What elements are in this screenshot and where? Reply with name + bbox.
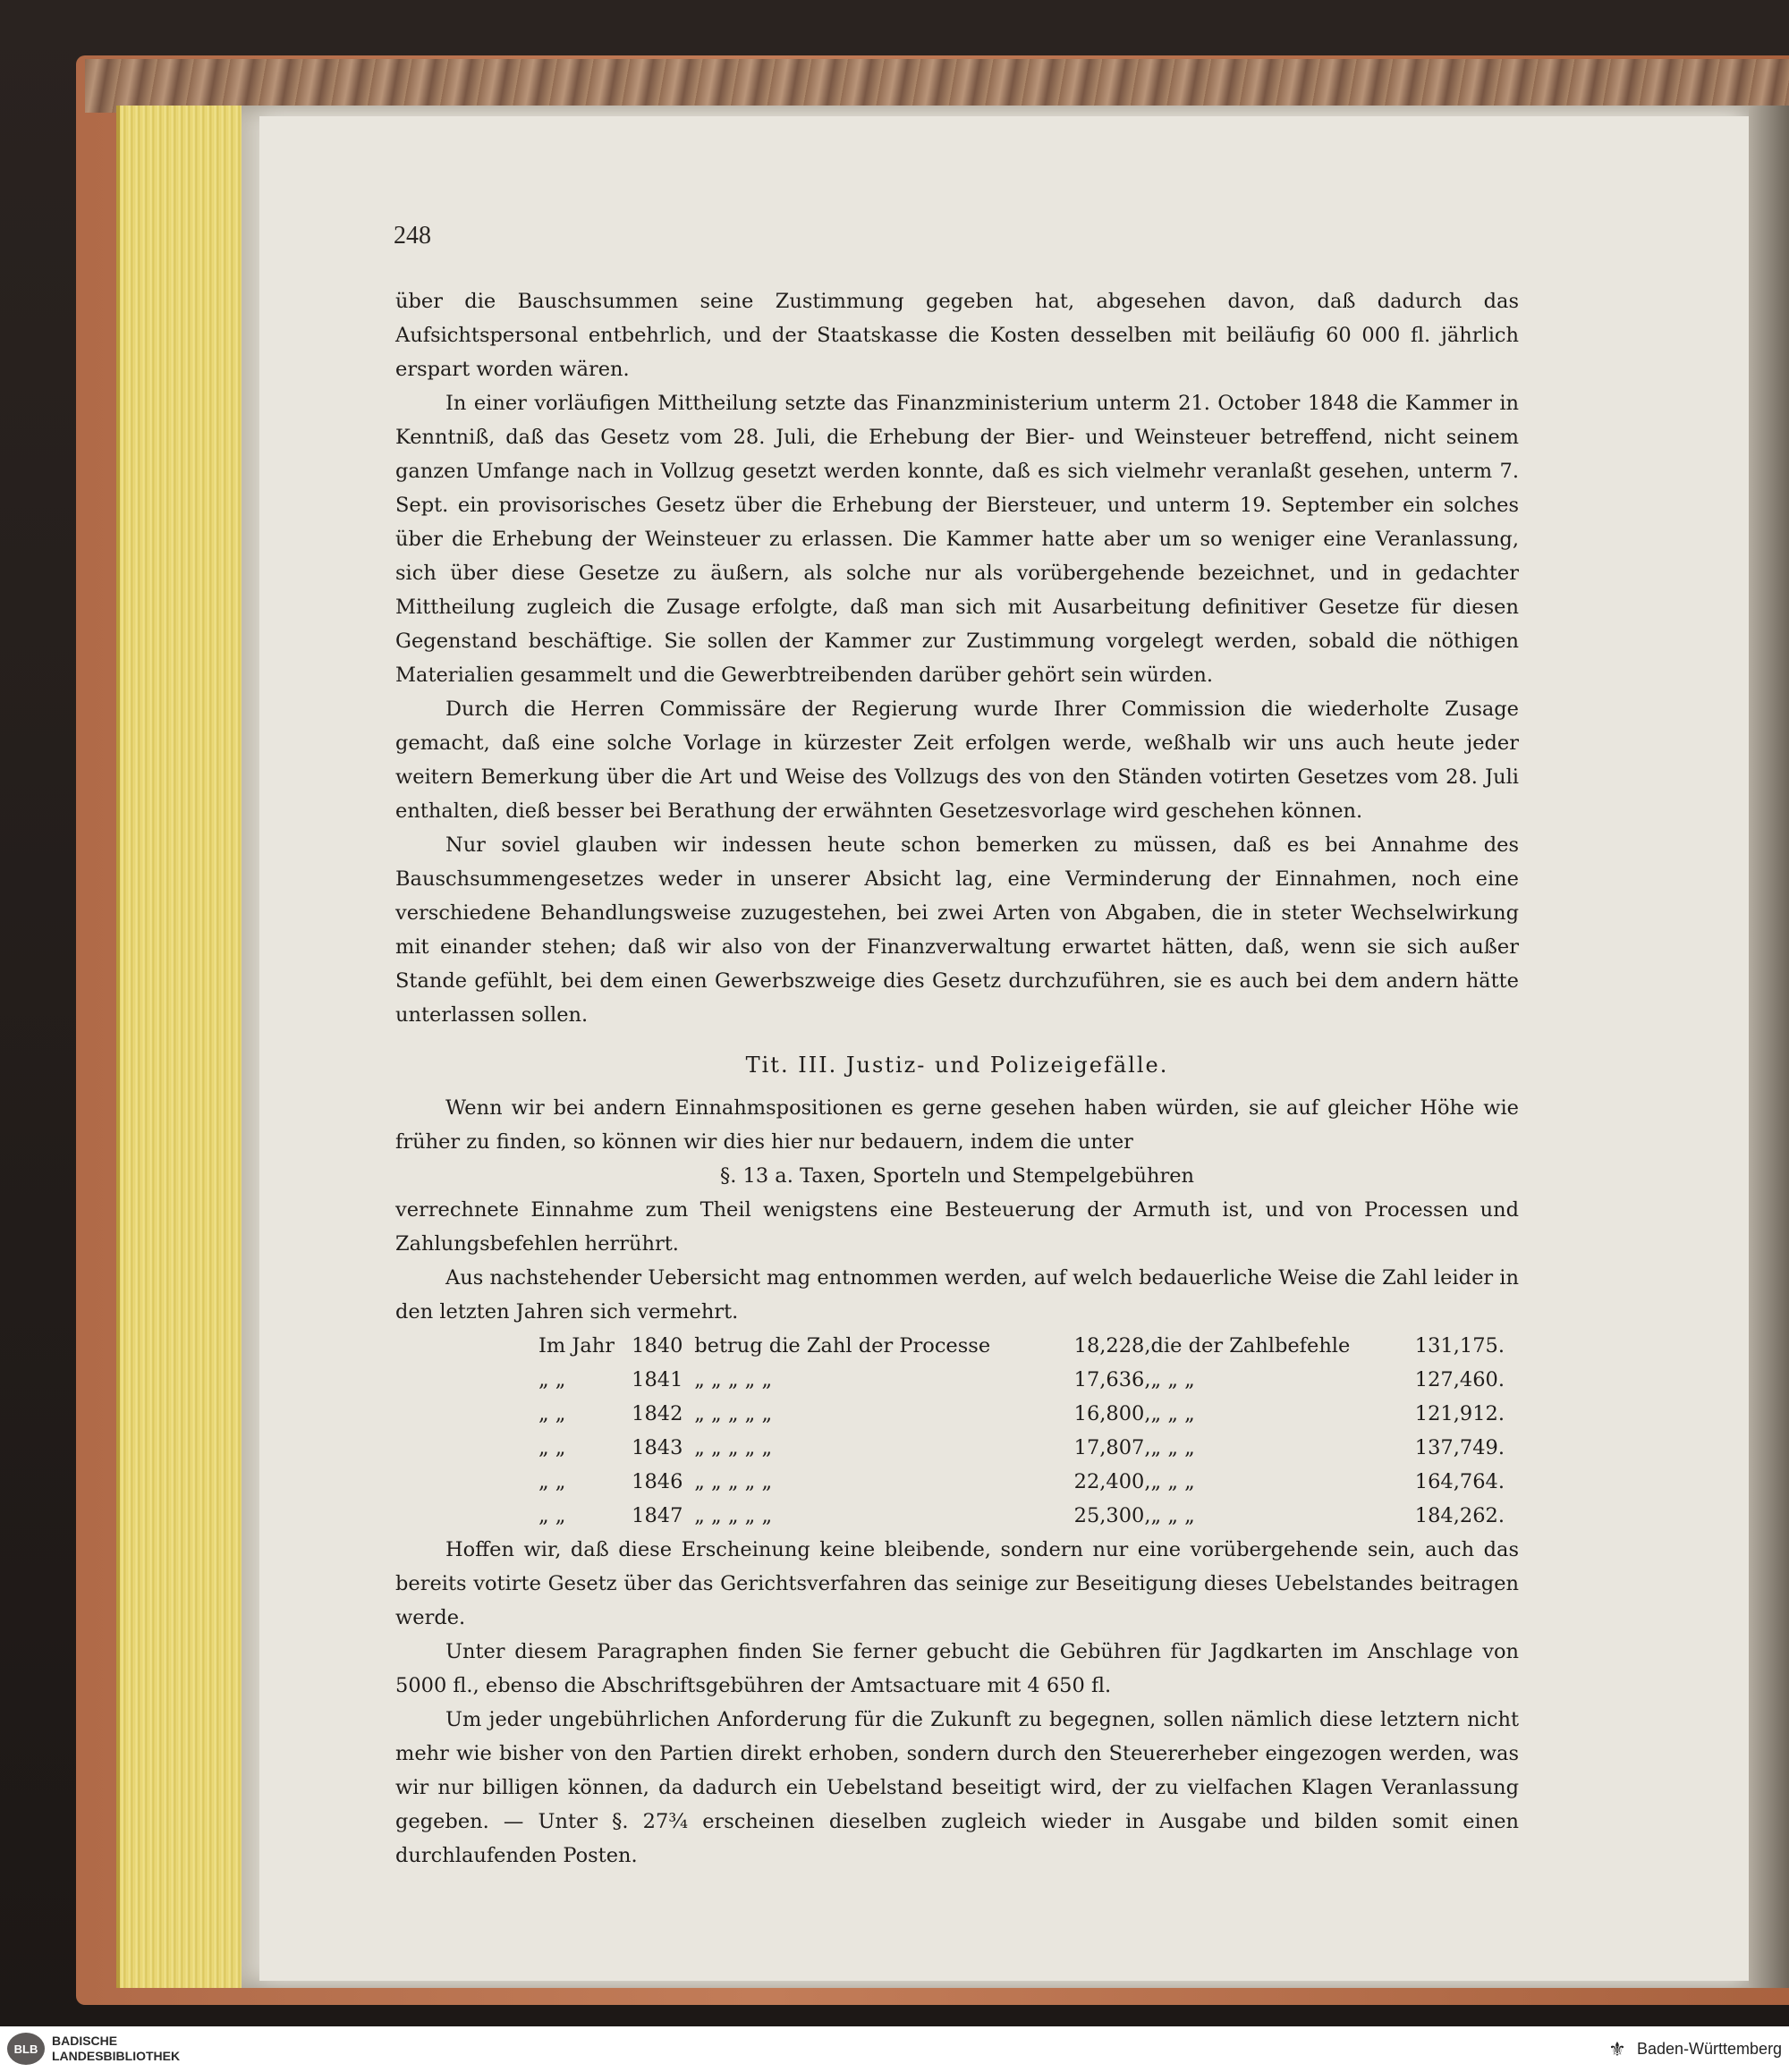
statistics-table xyxy=(538,1329,1505,1533)
section-heading: Tit. III. Justiz- und Polizeigefälle. xyxy=(745,1053,1169,1078)
table-row xyxy=(538,1465,1505,1499)
page-gutter-shadow xyxy=(1749,106,1789,1988)
table-cell-year: 1846 xyxy=(632,1470,683,1493)
table-cell-year: 1841 xyxy=(632,1368,683,1391)
table-cell: „ „ „ „ „ xyxy=(694,1504,773,1527)
table-cell-orders: 164,764. xyxy=(1414,1470,1505,1493)
footer-bar xyxy=(0,2026,1789,2072)
page-text xyxy=(395,284,1519,1873)
table-cell: Im Jahr xyxy=(538,1334,615,1357)
table-row xyxy=(538,1499,1505,1533)
table-cell: „ „ „ xyxy=(1150,1504,1195,1527)
coat-of-arms-icon[interactable]: ⚜ xyxy=(1608,2038,1626,2060)
paragraph: Unter diesem Paragraphen finden Sie ferner gebucht die Gebühren für Jagdkarten im Anschlage von 5000 fl., ebenso die Abschriftsgebühren der Amtsactuare mit 4 650 fl. xyxy=(395,1640,1519,1697)
table-cell-processes: 25,300, xyxy=(1073,1504,1151,1527)
table-cell-year: 1842 xyxy=(632,1402,683,1425)
page-number: 248 xyxy=(394,222,431,249)
table-cell: „ „ „ „ „ xyxy=(694,1470,773,1493)
table-cell: „ „ xyxy=(538,1436,566,1459)
table-row xyxy=(538,1397,1505,1431)
page-edges xyxy=(116,106,254,1988)
table-cell: „ „ „ „ „ xyxy=(694,1368,773,1391)
paragraph: Um jeder ungebührlichen Anforderung für die Zukunft zu begegnen, sollen nämlich diese letztern nicht mehr wie bisher von den Partien direkt erhoben, sondern durch den Steuererheber eingezogen werden, was wir nur billigen können, da dadurch ein Uebelstand beseitigt wird, der zu vielfachen Klagen Veranlassung gegeben. — Unter §. 27¾ erscheinen dieselben zugleich wieder in Ausgabe und bilden somit einen durchlaufenden Posten. xyxy=(395,1708,1519,1867)
table-cell: „ „ „ xyxy=(1150,1368,1195,1391)
paragraph: verrechnete Einnahme zum Theil wenigstens eine Besteuerung der Armuth ist, und von Processen und Zahlungsbefehlen herrührt. xyxy=(395,1198,1519,1256)
library-name[interactable] xyxy=(52,2034,180,2064)
paragraph: über die Bauschsummen seine Zustimmung gegeben hat, abgesehen davon, daß dadurch das Aufsichtspersonal entbehrlich, und der Staatskasse die Kosten desselben mit beiläufig 60 000 fl. jährlich erspart worden wären. xyxy=(395,290,1519,381)
table-cell-orders: 131,175. xyxy=(1414,1334,1505,1357)
paragraph: Aus nachstehender Uebersicht mag entnommen werden, auf welch bedauerliche Weise die Zahl leider in den letzten Jahren sich vermehrt. xyxy=(395,1266,1519,1324)
table-cell-orders: 121,912. xyxy=(1414,1402,1505,1425)
table-row xyxy=(538,1431,1505,1465)
state-name[interactable]: Baden-Württemberg xyxy=(1637,2040,1783,2058)
table-cell: betrug die Zahl der Processe xyxy=(694,1334,991,1357)
table-cell: „ „ „ xyxy=(1150,1436,1195,1459)
table-cell-processes: 18,228, xyxy=(1073,1334,1151,1357)
table-cell: „ „ xyxy=(538,1402,566,1425)
paragraph: Nur soviel glauben wir indessen heute schon bemerken zu müssen, daß es bei Annahme des Bauschsummengesetzes weder in unserer Absicht lag, eine Verminderung der Einnahmen, noch eine verschiedene Behandlungsweise zuzugestehen, bei zwei Arten von Abgaben, die in steter Wechselwirkung mit einander stehen; daß wir also von der Finanzverwaltung erwartet hätten, daß, wenn sie sich außer Stande gefühlt, bei dem einen Gewerbszweige dies Gesetz durchzuführen, sie es auch bei dem andern hätte unterlassen sollen. xyxy=(395,833,1519,1027)
table-cell-orders: 184,262. xyxy=(1414,1504,1505,1527)
table-cell: „ „ „ „ „ xyxy=(694,1402,773,1425)
sub-heading: §. 13 a. Taxen, Sporteln und Stempelgebühren xyxy=(719,1164,1195,1188)
paragraph: Hoffen wir, daß diese Erscheinung keine bleibende, sondern nur eine vorübergehende sein, auch das bereits votirte Gesetz über das Gerichtsverfahren das seinige zur Beseitigung dieses Uebelstandes beitragen werde. xyxy=(395,1538,1519,1629)
table-cell-processes: 17,636, xyxy=(1073,1368,1151,1391)
table-cell: „ „ „ „ „ xyxy=(694,1436,773,1459)
table-cell: „ „ xyxy=(538,1504,566,1527)
table-cell: „ „ „ xyxy=(1150,1470,1195,1493)
table-cell-processes: 17,807, xyxy=(1073,1436,1151,1459)
table-cell-processes: 22,400, xyxy=(1073,1470,1151,1493)
table-cell-year: 1843 xyxy=(632,1436,683,1459)
paragraph: Durch die Herren Commissäre der Regierung wurde Ihrer Commission die wiederholte Zusage gemacht, daß eine solche Vorlage in kürzester Zeit erfolgen werde, weßhalb wir uns auch heute jeder weitern Bemerkung über die Art und Weise des Vollzugs des von den Ständen votirten Gesetzes vom 28. Juli enthalten, dieß besser bei Berathung der erwähnten Gesetzesvorlage wird geschehen können. xyxy=(395,698,1519,823)
table-cell-processes: 16,800, xyxy=(1073,1402,1151,1425)
blb-logo-icon[interactable]: BLB xyxy=(7,2033,45,2065)
table-row xyxy=(538,1363,1505,1397)
table-cell-year: 1847 xyxy=(632,1504,683,1527)
paragraph: In einer vorläufigen Mittheilung setzte das Finanzministerium unterm 21. October 1848 die Kammer in Kenntniß, daß das Gesetz vom 28. Juli, die Erhebung der Bier- und Weinsteuer betreffend, nicht seinem ganzen Umfange nach in Vollzug gesetzt werden konnte, daß es sich vielmehr veranlaßt gesehen, unterm 7. Sept. ein provisorisches Gesetz über die Erhebung der Biersteuer, und unterm 19. September ein solches über die Erhebung der Weinsteuer zu erlassen. Die Kammer hatte aber um so weniger eine Veranlassung, sich über diese Gesetze zu äußern, als solche nur als vorübergehende bezeichnet, und in gedachter Mittheilung zugleich die Zusage erfolgte, daß man sich mit Ausarbeitung definitiver Gesetze für diesen Gegenstand beschäftige. Sie sollen der Kammer zur Zustimmung vorgelegt werden, sobald die nöthigen Materialien gesammelt und die Gewerbtreibenden darüber gehört sein würden. xyxy=(395,392,1519,687)
table-cell-orders: 127,460. xyxy=(1414,1368,1505,1391)
table-cell: „ „ xyxy=(538,1368,566,1391)
marbled-edge xyxy=(85,59,1789,113)
table-cell: die der Zahlbefehle xyxy=(1150,1334,1351,1357)
table-row xyxy=(538,1329,1505,1363)
table-cell: „ „ xyxy=(538,1470,566,1493)
paragraph: Wenn wir bei andern Einnahmspositionen es gerne gesehen haben würden, sie auf gleicher Höhe wie früher zu finden, so können wir dies hier nur bedauern, indem die unter xyxy=(395,1096,1519,1154)
table-cell-year: 1840 xyxy=(632,1334,683,1357)
library-name-line: LANDESBIBLIOTHEK xyxy=(52,2049,181,2063)
table-cell: „ „ „ xyxy=(1150,1402,1195,1425)
table-cell-orders: 137,749. xyxy=(1414,1436,1505,1459)
library-name-line: BADISCHE xyxy=(52,2034,118,2048)
